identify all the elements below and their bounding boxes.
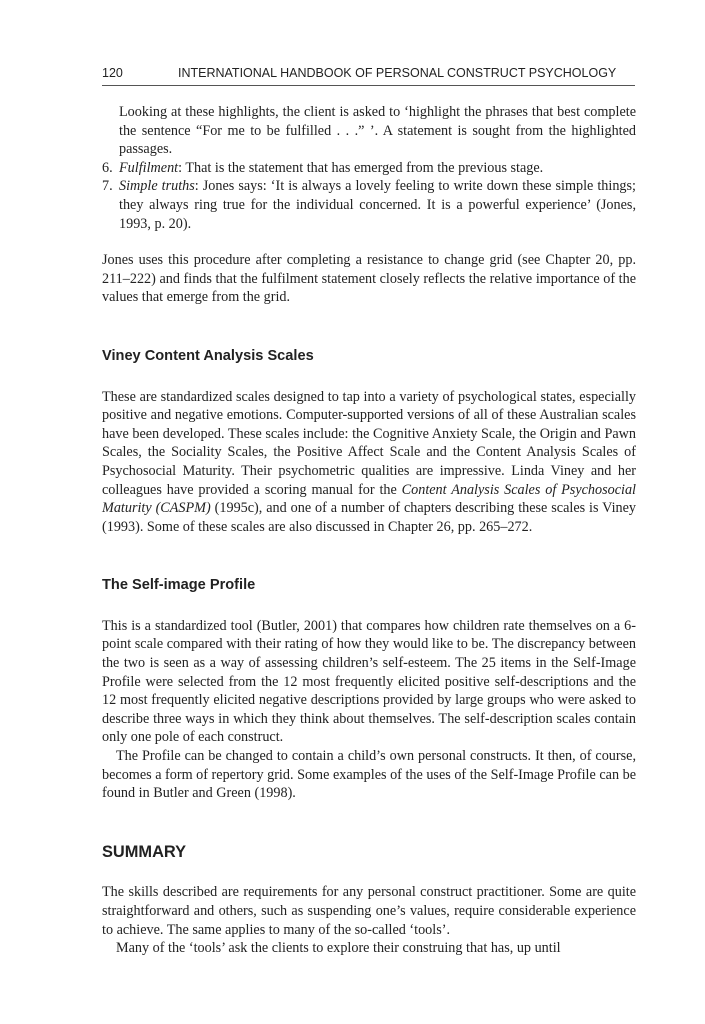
- list-item: [102, 159, 636, 178]
- list-item-term: Simple truths: [119, 178, 195, 195]
- page-body: [102, 103, 636, 958]
- summary-paragraph-2: Many of the ‘tools’ ask the clients to explore their construing that has, up until: [116, 940, 561, 957]
- list-item: [102, 177, 636, 233]
- running-header: [102, 66, 635, 86]
- jones-paragraph: Jones uses this procedure after completing a resistance to change grid (see Chapter 20, pp. 211–222) and finds that the fulfilment statement closely reflects the relative importance of the values that emerge from the grid.: [102, 252, 636, 306]
- caspm-title: Content Analysis Scales of Psychosocial Maturity (CASPM): [102, 481, 636, 517]
- list-item-text: : Jones says: ‘It is always a lovely feeling to write down these simple things; they always ring true for the individual concerned. It is a powerful experience’ (Jones, 1993, p. 20).: [119, 178, 636, 232]
- section-heading-self-image: The Self-image Profile: [102, 577, 256, 594]
- list-item-text: : That is the statement that has emerged from the previous stage.: [178, 159, 544, 176]
- viney-text-before: These are standardized scales designed to tap into a variety of psychological states, especially positive and negative emotions. Computer-supported versions of all of these Australian scales have been developed. These scales include: the Cognitive Anxiety Scale, the Origin and Pawn Scales, the Sociality Scales, the Positive Affect Scale and the Content Analysis Scales of Psychosocial Maturity. Their psychometric qualities are impressive. Linda Viney and her colleagues have provided a scoring manual for the: [102, 388, 636, 498]
- viney-paragraph: [102, 388, 636, 537]
- list-item-term: Fulfilment: [119, 159, 179, 176]
- viney-text-after: (1995c), and one of a number of chapters describing these scales is Viney (1993). Some of these scales are also discussed in Chapter 26, pp. 265–272.: [102, 500, 637, 535]
- list-item-number: 7.: [102, 178, 113, 195]
- list-item-number: 6.: [102, 159, 113, 176]
- running-title: INTERNATIONAL HANDBOOK OF PERSONAL CONSTRUCT PSYCHOLOGY: [178, 66, 617, 80]
- self-image-paragraph-1: This is a standardized tool (Butler, 2001) that compares how children rate themselves on a 6-point scale compared with their rating of how they would like to be. The discrepancy between the two is seen as a way of assessing children’s self-esteem. The 25 items in the Self-Image Profile were selected from the 12 most frequently elicited positive self-descriptions and the 12 most frequently elicited negative descriptions provided by large groups who were asked to describe three ways in which they think about themselves. The self-description scales contain only one pole of each construct.: [102, 617, 636, 746]
- section-heading-viney: Viney Content Analysis Scales: [102, 347, 314, 364]
- section-heading-summary: SUMMARY: [102, 842, 187, 861]
- self-image-paragraph-2: The Profile can be changed to contain a child’s own personal constructs. It then, of course, becomes a form of repertory grid. Some examples of the uses of the Self-Image Profile can be found in Butler and Green (1998).: [102, 748, 636, 802]
- page-number: 120: [102, 66, 123, 80]
- intro-paragraph: Looking at these highlights, the client is asked to ‘highlight the phrases that best complete the sentence “For me to be fulfilled . . .” ’. A statement is sought from the highlighted passages.: [119, 104, 636, 158]
- summary-paragraph-1: The skills described are requirements for any personal construct practitioner. Some are quite straightforward and others, such as suspending one’s values, require considerable experience to achieve. The same applies to many of the so-called ‘tools’.: [102, 884, 636, 938]
